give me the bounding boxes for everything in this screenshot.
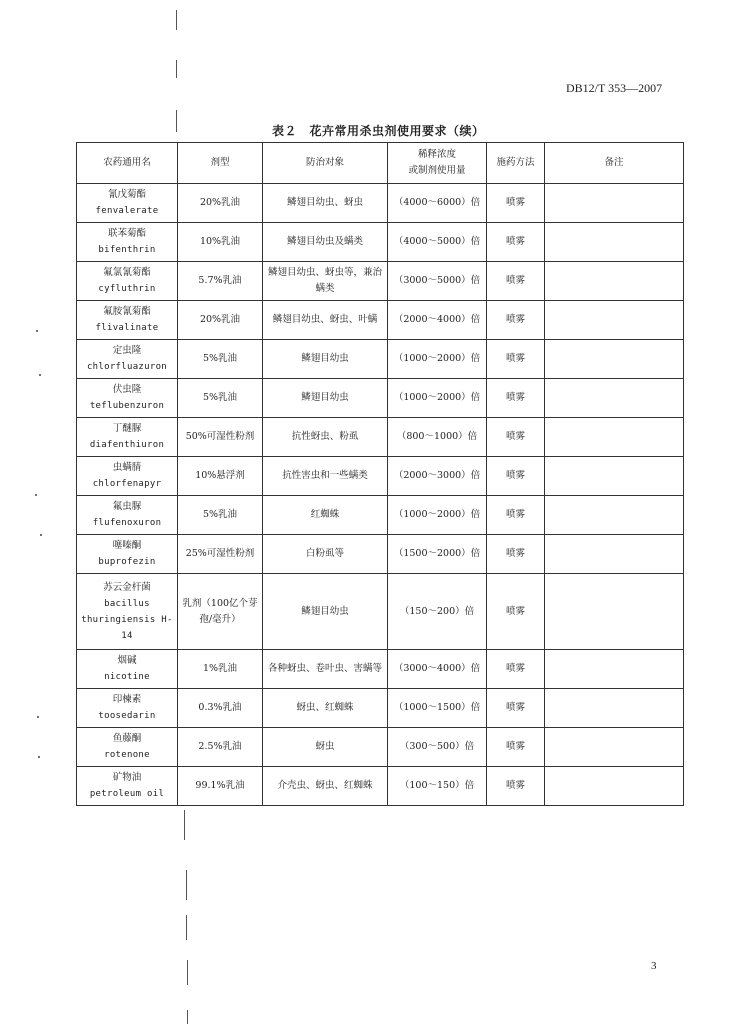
scan-artifact-line	[176, 110, 177, 132]
pesticide-name-cn: 氰戊菊酯	[107, 189, 146, 200]
cell-method: 喷雾	[487, 650, 545, 689]
pesticide-name-cn: 氟胺氰菊酯	[103, 306, 151, 317]
cell-method: 喷雾	[487, 535, 545, 574]
pesticide-name-en: flivalinate	[95, 323, 159, 333]
pesticide-name-en: rotenone	[104, 750, 150, 760]
pesticide-name-en: fenvalerate	[95, 206, 159, 216]
pesticide-table	[76, 142, 684, 806]
pesticide-name-cn: 伏虫隆	[112, 384, 142, 395]
cell-method: 喷雾	[487, 457, 545, 496]
pesticide-name-en: cyfluthrin	[98, 284, 156, 294]
cell-remarks	[545, 574, 684, 650]
cell-remarks	[545, 650, 684, 689]
pesticide-name-cn: 烟碱	[117, 655, 137, 666]
pesticide-name-en: petroleum oil	[89, 789, 165, 799]
cell-pesticide-name	[77, 728, 178, 767]
table-row	[77, 457, 684, 496]
scan-artifact-line	[187, 960, 188, 985]
pesticide-name-cn: 矿物油	[112, 772, 142, 783]
cell-pesticide-name	[77, 574, 178, 650]
pesticide-name-cn: 氟虫脲	[112, 501, 142, 512]
page-number: 3	[651, 960, 657, 972]
pesticide-name-en: bacillus thuringiensis H-14	[81, 598, 173, 641]
cell-dilution: （1500～2000）倍	[388, 535, 487, 574]
table-row	[77, 650, 684, 689]
cell-formulation: 5%乳油	[178, 496, 263, 535]
cell-pesticide-name	[77, 535, 178, 574]
cell-remarks	[545, 496, 684, 535]
cell-pesticide-name	[77, 184, 178, 223]
table-row	[77, 767, 684, 806]
document-code: DB12/T 353—2007	[566, 81, 663, 95]
cell-remarks	[545, 535, 684, 574]
cell-dilution: （150～200）倍	[388, 574, 487, 650]
cell-dilution: （300～500）倍	[388, 728, 487, 767]
scan-artifact-line	[176, 60, 177, 78]
pesticide-name-en: nicotine	[104, 672, 150, 682]
cell-remarks	[545, 418, 684, 457]
pesticide-name-cn: 丁醚脲	[112, 423, 142, 434]
pesticide-name-cn: 虫螨腈	[112, 462, 142, 473]
cell-remarks	[545, 689, 684, 728]
cell-remarks	[545, 457, 684, 496]
pesticide-name-cn: 噻嗪酮	[112, 540, 142, 551]
cell-method: 喷雾	[487, 184, 545, 223]
cell-target: 红蜘蛛	[263, 496, 388, 535]
cell-pesticide-name	[77, 340, 178, 379]
cell-formulation: 20%乳油	[178, 184, 263, 223]
scan-artifact-speck	[37, 716, 39, 718]
col-header-dilution-line1: 稀释浓度	[417, 149, 456, 160]
pesticide-name-en: diafenthiuron	[89, 440, 165, 450]
cell-remarks	[545, 767, 684, 806]
table-row	[77, 535, 684, 574]
cell-method: 喷雾	[487, 728, 545, 767]
cell-pesticide-name	[77, 418, 178, 457]
cell-dilution: （1000～2000）倍	[388, 496, 487, 535]
cell-target: 鳞翅目幼虫及螨类	[263, 223, 388, 262]
scan-artifact-line	[176, 10, 177, 30]
cell-formulation: 0.3%乳油	[178, 689, 263, 728]
cell-target: 介壳虫、蚜虫、红蜘蛛	[263, 767, 388, 806]
pesticide-name-cn: 氟氯氰菊酯	[103, 267, 151, 278]
table-title: 表２ 花卉常用杀虫剂使用要求（续）	[272, 124, 485, 138]
cell-remarks	[545, 728, 684, 767]
cell-target: 蚜虫、红蜘蛛	[263, 689, 388, 728]
cell-method: 喷雾	[487, 301, 545, 340]
scan-artifact-speck	[38, 756, 40, 758]
cell-target: 白粉虱等	[263, 535, 388, 574]
cell-dilution: （1000～2000）倍	[388, 340, 487, 379]
cell-target: 鳞翅目幼虫、蚜虫	[263, 184, 388, 223]
cell-pesticide-name	[77, 767, 178, 806]
cell-target: 抗性害虫和一些螨类	[263, 457, 388, 496]
cell-dilution: （1000～1500）倍	[388, 689, 487, 728]
table-row	[77, 262, 684, 301]
table-row	[77, 223, 684, 262]
cell-pesticide-name	[77, 223, 178, 262]
pesticide-name-en: buprofezin	[98, 557, 156, 567]
cell-dilution: （100～150）倍	[388, 767, 487, 806]
table-row	[77, 340, 684, 379]
cell-remarks	[545, 379, 684, 418]
pesticide-name-en: chlorfluazuron	[86, 362, 168, 372]
cell-formulation: 50%可湿性粉剂	[178, 418, 263, 457]
cell-formulation: 99.1%乳油	[178, 767, 263, 806]
scan-artifact-line	[186, 870, 187, 900]
cell-formulation: 25%可湿性粉剂	[178, 535, 263, 574]
col-header-dilution-line2: 或制剂使用量	[408, 165, 466, 176]
col-header-method: 施药方法	[487, 143, 545, 184]
cell-method: 喷雾	[487, 496, 545, 535]
cell-formulation: 乳剂（100亿个芽孢/毫升）	[178, 574, 263, 650]
cell-dilution: （2000～3000）倍	[388, 457, 487, 496]
cell-method: 喷雾	[487, 340, 545, 379]
scan-artifact-line	[186, 915, 187, 940]
cell-remarks	[545, 223, 684, 262]
cell-formulation: 5%乳油	[178, 340, 263, 379]
cell-dilution: （3000～4000）倍	[388, 650, 487, 689]
col-header-dilution	[388, 143, 487, 184]
cell-pesticide-name	[77, 262, 178, 301]
cell-formulation: 2.5%乳油	[178, 728, 263, 767]
table-row	[77, 574, 684, 650]
cell-target: 抗性蚜虫、粉虱	[263, 418, 388, 457]
table-row	[77, 379, 684, 418]
cell-dilution: （800～1000）倍	[388, 418, 487, 457]
cell-pesticide-name	[77, 496, 178, 535]
table-row	[77, 728, 684, 767]
col-header-target: 防治对象	[263, 143, 388, 184]
cell-target: 鳞翅目幼虫、蚜虫、叶螨	[263, 301, 388, 340]
cell-dilution: （2000～4000）倍	[388, 301, 487, 340]
pesticide-name-en: teflubenzuron	[89, 401, 165, 411]
scan-artifact-speck	[40, 534, 42, 536]
cell-pesticide-name	[77, 379, 178, 418]
cell-dilution: （4000～6000）倍	[388, 184, 487, 223]
scan-artifact-line	[184, 810, 185, 840]
cell-formulation: 10%乳油	[178, 223, 263, 262]
pesticide-name-en: chlorfenapyr	[92, 479, 162, 489]
cell-method: 喷雾	[487, 379, 545, 418]
table-row	[77, 301, 684, 340]
scan-artifact-speck	[39, 374, 41, 376]
cell-remarks	[545, 184, 684, 223]
table-header-row	[77, 143, 684, 184]
cell-target: 鳞翅目幼虫	[263, 574, 388, 650]
cell-method: 喷雾	[487, 262, 545, 301]
cell-formulation: 5%乳油	[178, 379, 263, 418]
pesticide-name-en: toosedarin	[98, 711, 156, 721]
col-header-formulation: 剂型	[178, 143, 263, 184]
col-header-remarks: 备注	[545, 143, 684, 184]
table-row	[77, 496, 684, 535]
cell-dilution: （1000～2000）倍	[388, 379, 487, 418]
scan-artifact-speck	[35, 494, 37, 496]
cell-formulation: 10%悬浮剂	[178, 457, 263, 496]
cell-formulation: 20%乳油	[178, 301, 263, 340]
cell-method: 喷雾	[487, 223, 545, 262]
cell-method: 喷雾	[487, 689, 545, 728]
scan-artifact-line	[187, 1010, 188, 1024]
pesticide-name-en: flufenoxuron	[92, 518, 162, 528]
cell-remarks	[545, 340, 684, 379]
cell-method: 喷雾	[487, 767, 545, 806]
cell-remarks	[545, 301, 684, 340]
cell-formulation: 5.7%乳油	[178, 262, 263, 301]
cell-target: 鳞翅目幼虫	[263, 340, 388, 379]
col-header-name: 农药通用名	[77, 143, 178, 184]
cell-method: 喷雾	[487, 418, 545, 457]
cell-dilution: （4000～5000）倍	[388, 223, 487, 262]
cell-target: 各种蚜虫、卷叶虫、害螨等	[263, 650, 388, 689]
cell-target: 蚜虫	[263, 728, 388, 767]
table-row	[77, 689, 684, 728]
scan-artifact-speck	[36, 330, 38, 332]
table-row	[77, 418, 684, 457]
pesticide-name-cn: 印楝素	[112, 694, 142, 705]
pesticide-name-cn: 苏云金杆菌	[103, 581, 151, 593]
table-row	[77, 184, 684, 223]
pesticide-name-cn: 联苯菊酯	[107, 228, 146, 239]
pesticide-name-cn: 定虫隆	[112, 345, 142, 356]
cell-target: 鳞翅目幼虫	[263, 379, 388, 418]
pesticide-name-en: bifenthrin	[98, 245, 156, 255]
cell-target: 鳞翅目幼虫、蚜虫等，兼治螨类	[263, 262, 388, 301]
cell-pesticide-name	[77, 457, 178, 496]
cell-remarks	[545, 262, 684, 301]
cell-pesticide-name	[77, 301, 178, 340]
cell-method: 喷雾	[487, 574, 545, 650]
cell-pesticide-name	[77, 689, 178, 728]
cell-formulation: 1%乳油	[178, 650, 263, 689]
cell-dilution: （3000～5000）倍	[388, 262, 487, 301]
pesticide-name-cn: 鱼藤酮	[112, 733, 142, 744]
cell-pesticide-name	[77, 650, 178, 689]
